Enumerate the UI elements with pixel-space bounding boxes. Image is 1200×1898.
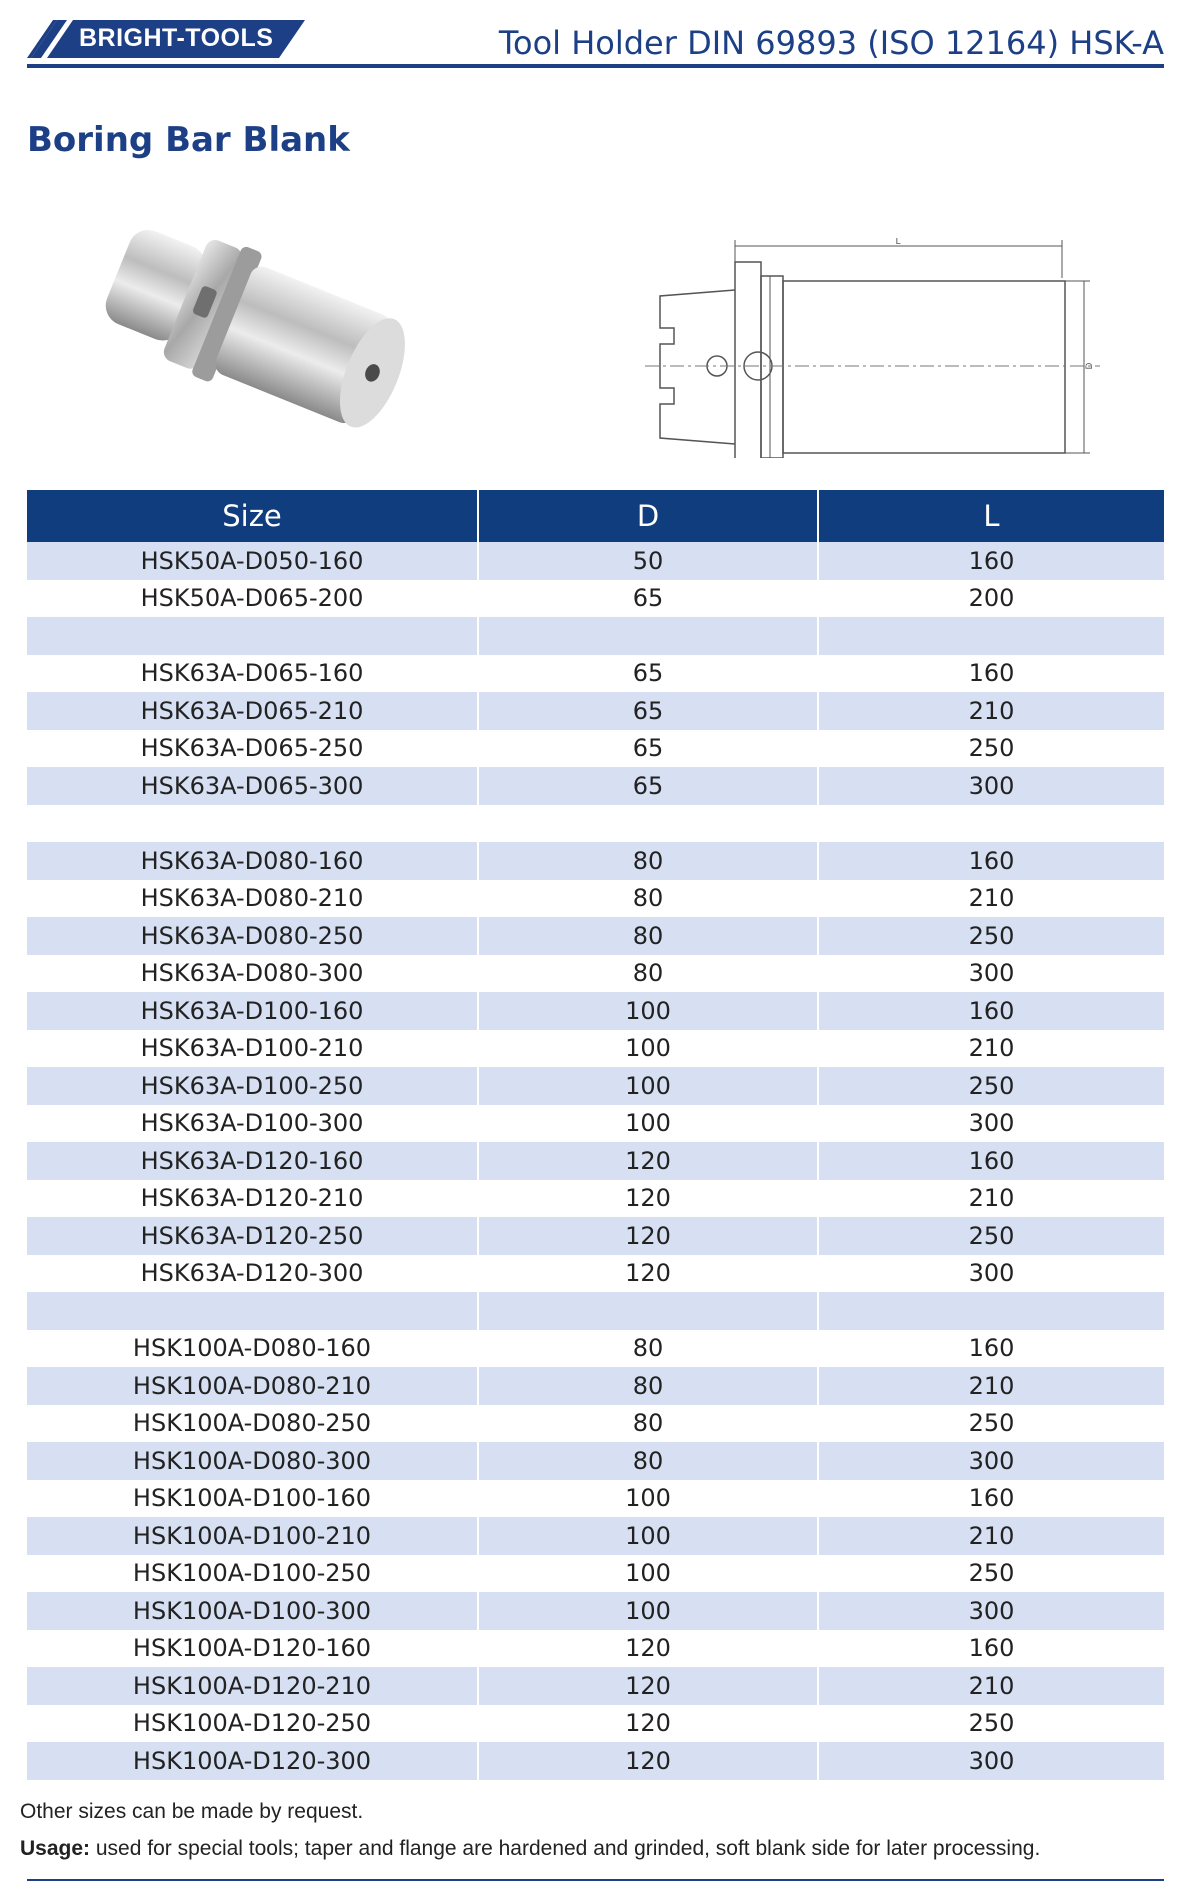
size-cell: HSK63A-D100-160 [27,992,478,1030]
column-header-size: Size [27,490,478,542]
d-cell: 80 [478,880,818,918]
size-cell: HSK63A-D120-210 [27,1180,478,1218]
d-cell: 120 [478,1705,818,1743]
l-cell: 210 [818,1367,1164,1405]
d-cell: 100 [478,1480,818,1518]
table-row [27,730,1164,768]
size-cell: HSK100A-D100-160 [27,1480,478,1518]
d-cell: 100 [478,1592,818,1630]
l-cell: 210 [818,1667,1164,1705]
d-cell: 120 [478,1255,818,1293]
document-title: Tool Holder DIN 69893 (ISO 12164) HSK-A [498,24,1164,62]
table-row [27,805,1164,843]
d-cell: 80 [478,1330,818,1368]
size-cell [27,617,478,655]
section-title: Boring Bar Blank [27,120,350,160]
d-cell: 80 [478,917,818,955]
table-row [27,580,1164,618]
l-cell: 210 [818,1180,1164,1218]
table-row [27,1067,1164,1105]
d-cell: 120 [478,1180,818,1218]
d-cell: 65 [478,692,818,730]
table-row [27,955,1164,993]
size-cell: HSK63A-D065-210 [27,692,478,730]
d-cell: 65 [478,767,818,805]
l-cell: 250 [818,917,1164,955]
l-cell: 160 [818,1142,1164,1180]
table-row [27,1442,1164,1480]
l-cell: 250 [818,1405,1164,1443]
l-cell: 210 [818,1030,1164,1068]
l-cell: 160 [818,992,1164,1030]
table-row [27,1367,1164,1405]
d-cell [478,805,818,843]
size-cell: HSK100A-D120-160 [27,1630,478,1668]
footer-divider [27,1879,1164,1881]
l-cell: 300 [818,1255,1164,1293]
size-cell: HSK100A-D100-300 [27,1592,478,1630]
d-cell: 100 [478,1555,818,1593]
table-row [27,992,1164,1030]
size-cell: HSK63A-D080-160 [27,842,478,880]
size-cell: HSK63A-D080-210 [27,880,478,918]
d-cell: 120 [478,1142,818,1180]
table-row [27,1292,1164,1330]
size-cell: HSK63A-D065-300 [27,767,478,805]
d-cell: 100 [478,992,818,1030]
size-cell: HSK100A-D080-300 [27,1442,478,1480]
table-row [27,1180,1164,1218]
l-cell [818,1292,1164,1330]
d-cell: 65 [478,655,818,693]
l-cell: 160 [818,542,1164,580]
size-table [27,490,1164,1780]
table-row [27,1330,1164,1368]
technical-drawing [630,238,1170,458]
d-cell: 65 [478,580,818,618]
size-cell: HSK50A-D050-160 [27,542,478,580]
usage-label: Usage: [20,1837,91,1860]
size-cell [27,805,478,843]
d-cell: 100 [478,1030,818,1068]
d-cell: 120 [478,1742,818,1780]
size-cell: HSK100A-D080-210 [27,1367,478,1405]
l-cell [818,805,1164,843]
product-photo [80,205,420,485]
l-cell: 160 [818,655,1164,693]
usage-text: used for special tools; taper and flange are hardened and grinded, soft blank side for later processing. [90,1837,1041,1860]
size-cell [27,1292,478,1330]
size-cell: HSK63A-D100-250 [27,1067,478,1105]
d-cell: 50 [478,542,818,580]
size-cell: HSK100A-D080-250 [27,1405,478,1443]
d-cell: 100 [478,1105,818,1143]
column-header-d: D [478,490,818,542]
l-cell [818,617,1164,655]
table-row [27,767,1164,805]
size-cell: HSK63A-D120-250 [27,1217,478,1255]
l-cell: 210 [818,692,1164,730]
usage-note [20,1837,1040,1861]
size-cell: HSK100A-D100-250 [27,1555,478,1593]
d-cell: 120 [478,1630,818,1668]
l-cell: 160 [818,1480,1164,1518]
size-cell: HSK63A-D100-300 [27,1105,478,1143]
l-cell: 250 [818,1705,1164,1743]
table-row [27,692,1164,730]
d-cell: 80 [478,1405,818,1443]
d-cell: 80 [478,1442,818,1480]
l-cell: 250 [818,730,1164,768]
d-cell: 80 [478,1367,818,1405]
table-row [27,1630,1164,1668]
brand-logo-text: BRIGHT-TOOLS [79,24,274,52]
d-cell: 120 [478,1667,818,1705]
table-row [27,1480,1164,1518]
l-cell: 250 [818,1217,1164,1255]
d-cell: 80 [478,842,818,880]
size-cell: HSK63A-D080-300 [27,955,478,993]
size-cell: HSK63A-D065-160 [27,655,478,693]
dimension-label-L: L [895,238,901,247]
l-cell: 250 [818,1555,1164,1593]
size-cell: HSK63A-D120-300 [27,1255,478,1293]
table-row [27,1555,1164,1593]
table-row [27,542,1164,580]
table-row [27,1255,1164,1293]
size-cell: HSK100A-D120-210 [27,1667,478,1705]
d-cell: 65 [478,730,818,768]
table-row [27,1142,1164,1180]
table-row [27,1517,1164,1555]
page-header [27,14,1164,70]
size-cell: HSK63A-D065-250 [27,730,478,768]
table-row [27,1667,1164,1705]
table-row [27,617,1164,655]
table-row [27,880,1164,918]
d-cell [478,617,818,655]
size-cell: HSK100A-D100-210 [27,1517,478,1555]
size-cell: HSK50A-D065-200 [27,580,478,618]
table-row [27,1217,1164,1255]
table-row [27,1592,1164,1630]
size-cell: HSK100A-D120-250 [27,1705,478,1743]
dimension-label-D: D [1085,362,1095,370]
header-divider [27,64,1164,68]
size-cell: HSK63A-D080-250 [27,917,478,955]
table-row [27,842,1164,880]
l-cell: 210 [818,880,1164,918]
other-sizes-note: Other sizes can be made by request. [20,1800,364,1823]
l-cell: 160 [818,1330,1164,1368]
d-cell [478,1292,818,1330]
table-row [27,917,1164,955]
d-cell: 100 [478,1067,818,1105]
d-cell: 120 [478,1217,818,1255]
l-cell: 300 [818,955,1164,993]
l-cell: 300 [818,1442,1164,1480]
l-cell: 250 [818,1067,1164,1105]
table-row [27,1405,1164,1443]
l-cell: 200 [818,580,1164,618]
l-cell: 300 [818,1742,1164,1780]
l-cell: 160 [818,842,1164,880]
column-header-l: L [818,490,1164,542]
size-cell: HSK100A-D120-300 [27,1742,478,1780]
table-row [27,1105,1164,1143]
table-row [27,1742,1164,1780]
table-row [27,1030,1164,1068]
l-cell: 300 [818,767,1164,805]
table-row [27,1705,1164,1743]
size-cell: HSK63A-D120-160 [27,1142,478,1180]
l-cell: 210 [818,1517,1164,1555]
d-cell: 80 [478,955,818,993]
size-cell: HSK100A-D080-160 [27,1330,478,1368]
l-cell: 300 [818,1105,1164,1143]
size-cell: HSK63A-D100-210 [27,1030,478,1068]
d-cell: 100 [478,1517,818,1555]
table-row [27,655,1164,693]
l-cell: 160 [818,1630,1164,1668]
l-cell: 300 [818,1592,1164,1630]
table-header-row [27,490,1164,542]
